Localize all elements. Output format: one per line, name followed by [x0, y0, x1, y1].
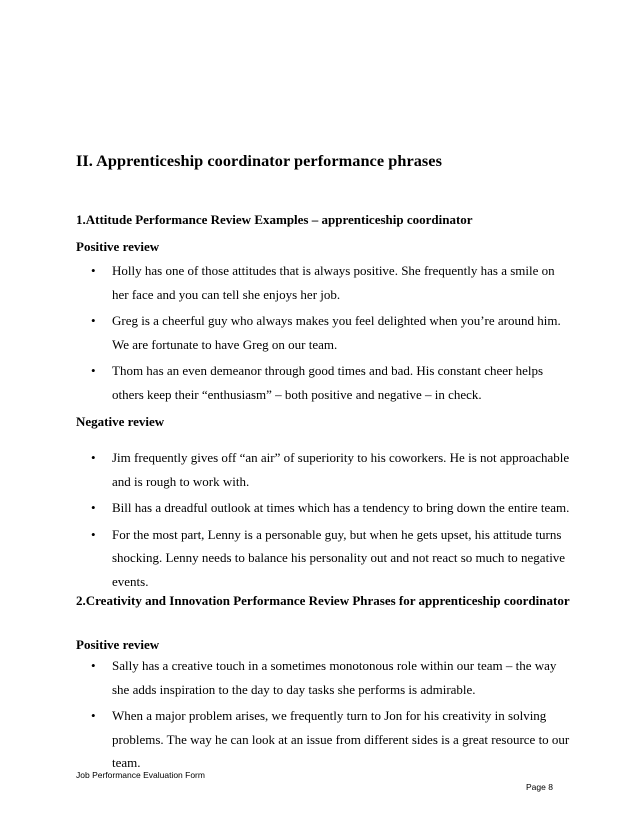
section-1-positive-list: [91, 259, 571, 409]
bullet-icon: •: [91, 500, 96, 515]
list-item: • Thom has an even demeanor through good times and bad. His constant cheer helps others keep their “enthusiasm” – both positive and negative – in check.: [91, 359, 571, 406]
footer-title: Job Performance Evaluation Form: [76, 770, 205, 780]
section-1-negative-list: [91, 446, 571, 596]
section-2-positive-list: [91, 654, 571, 778]
bullet-icon: •: [91, 263, 96, 278]
section-1-title: 1.Attitude Performance Review Examples – apprenticeship coordinator: [76, 212, 473, 227]
list-item: • Bill has a dreadful outlook at times which has a tendency to bring down the entire team.: [91, 496, 571, 520]
list-item: • When a major problem arises, we frequently turn to Jon for his creativity in solving problems. The way he can look at an issue from different sides is a great resource to our team.: [91, 704, 571, 775]
bullet-icon: •: [91, 526, 96, 542]
list-item: • Jim frequently gives off “an air” of superiority to his coworkers. He is not approachable and is rough to work with.: [91, 446, 571, 493]
bullet-icon: •: [91, 450, 96, 465]
section-1-positive-label: Positive review: [76, 239, 160, 254]
section-2-positive-label: Positive review: [76, 637, 160, 652]
bullet-icon: •: [91, 363, 96, 378]
list-item: • Sally has a creative touch in a sometimes monotonous role within our team – the way she adds inspiration to the day to day tasks she performs is admirable.: [91, 654, 571, 701]
bullet-icon: •: [91, 658, 96, 673]
list-item: • Holly has one of those attitudes that is always positive. She frequently has a smile on her face and you can tell she enjoys her job.: [91, 259, 571, 306]
page-heading: II. Apprenticeship coordinator performance phrases: [76, 151, 442, 170]
bullet-icon: •: [91, 313, 96, 328]
list-item: • Greg is a cheerful guy who always makes you feel delighted when you’re around him. We are fortunate to have Greg on our team.: [91, 309, 571, 356]
section-1-negative-label: Negative review: [76, 414, 165, 429]
page-number: Page 8: [526, 782, 553, 792]
list-item: • For the most part, Lenny is a personable guy, but when he gets upset, his attitude turns shocking. Lenny needs to balance his personality out and not react so much to negative events.: [91, 523, 571, 594]
bullet-icon: •: [91, 708, 96, 723]
section-2-title: 2.Creativity and Innovation Performance Review Phrases for apprenticeship coordinator: [76, 593, 570, 608]
